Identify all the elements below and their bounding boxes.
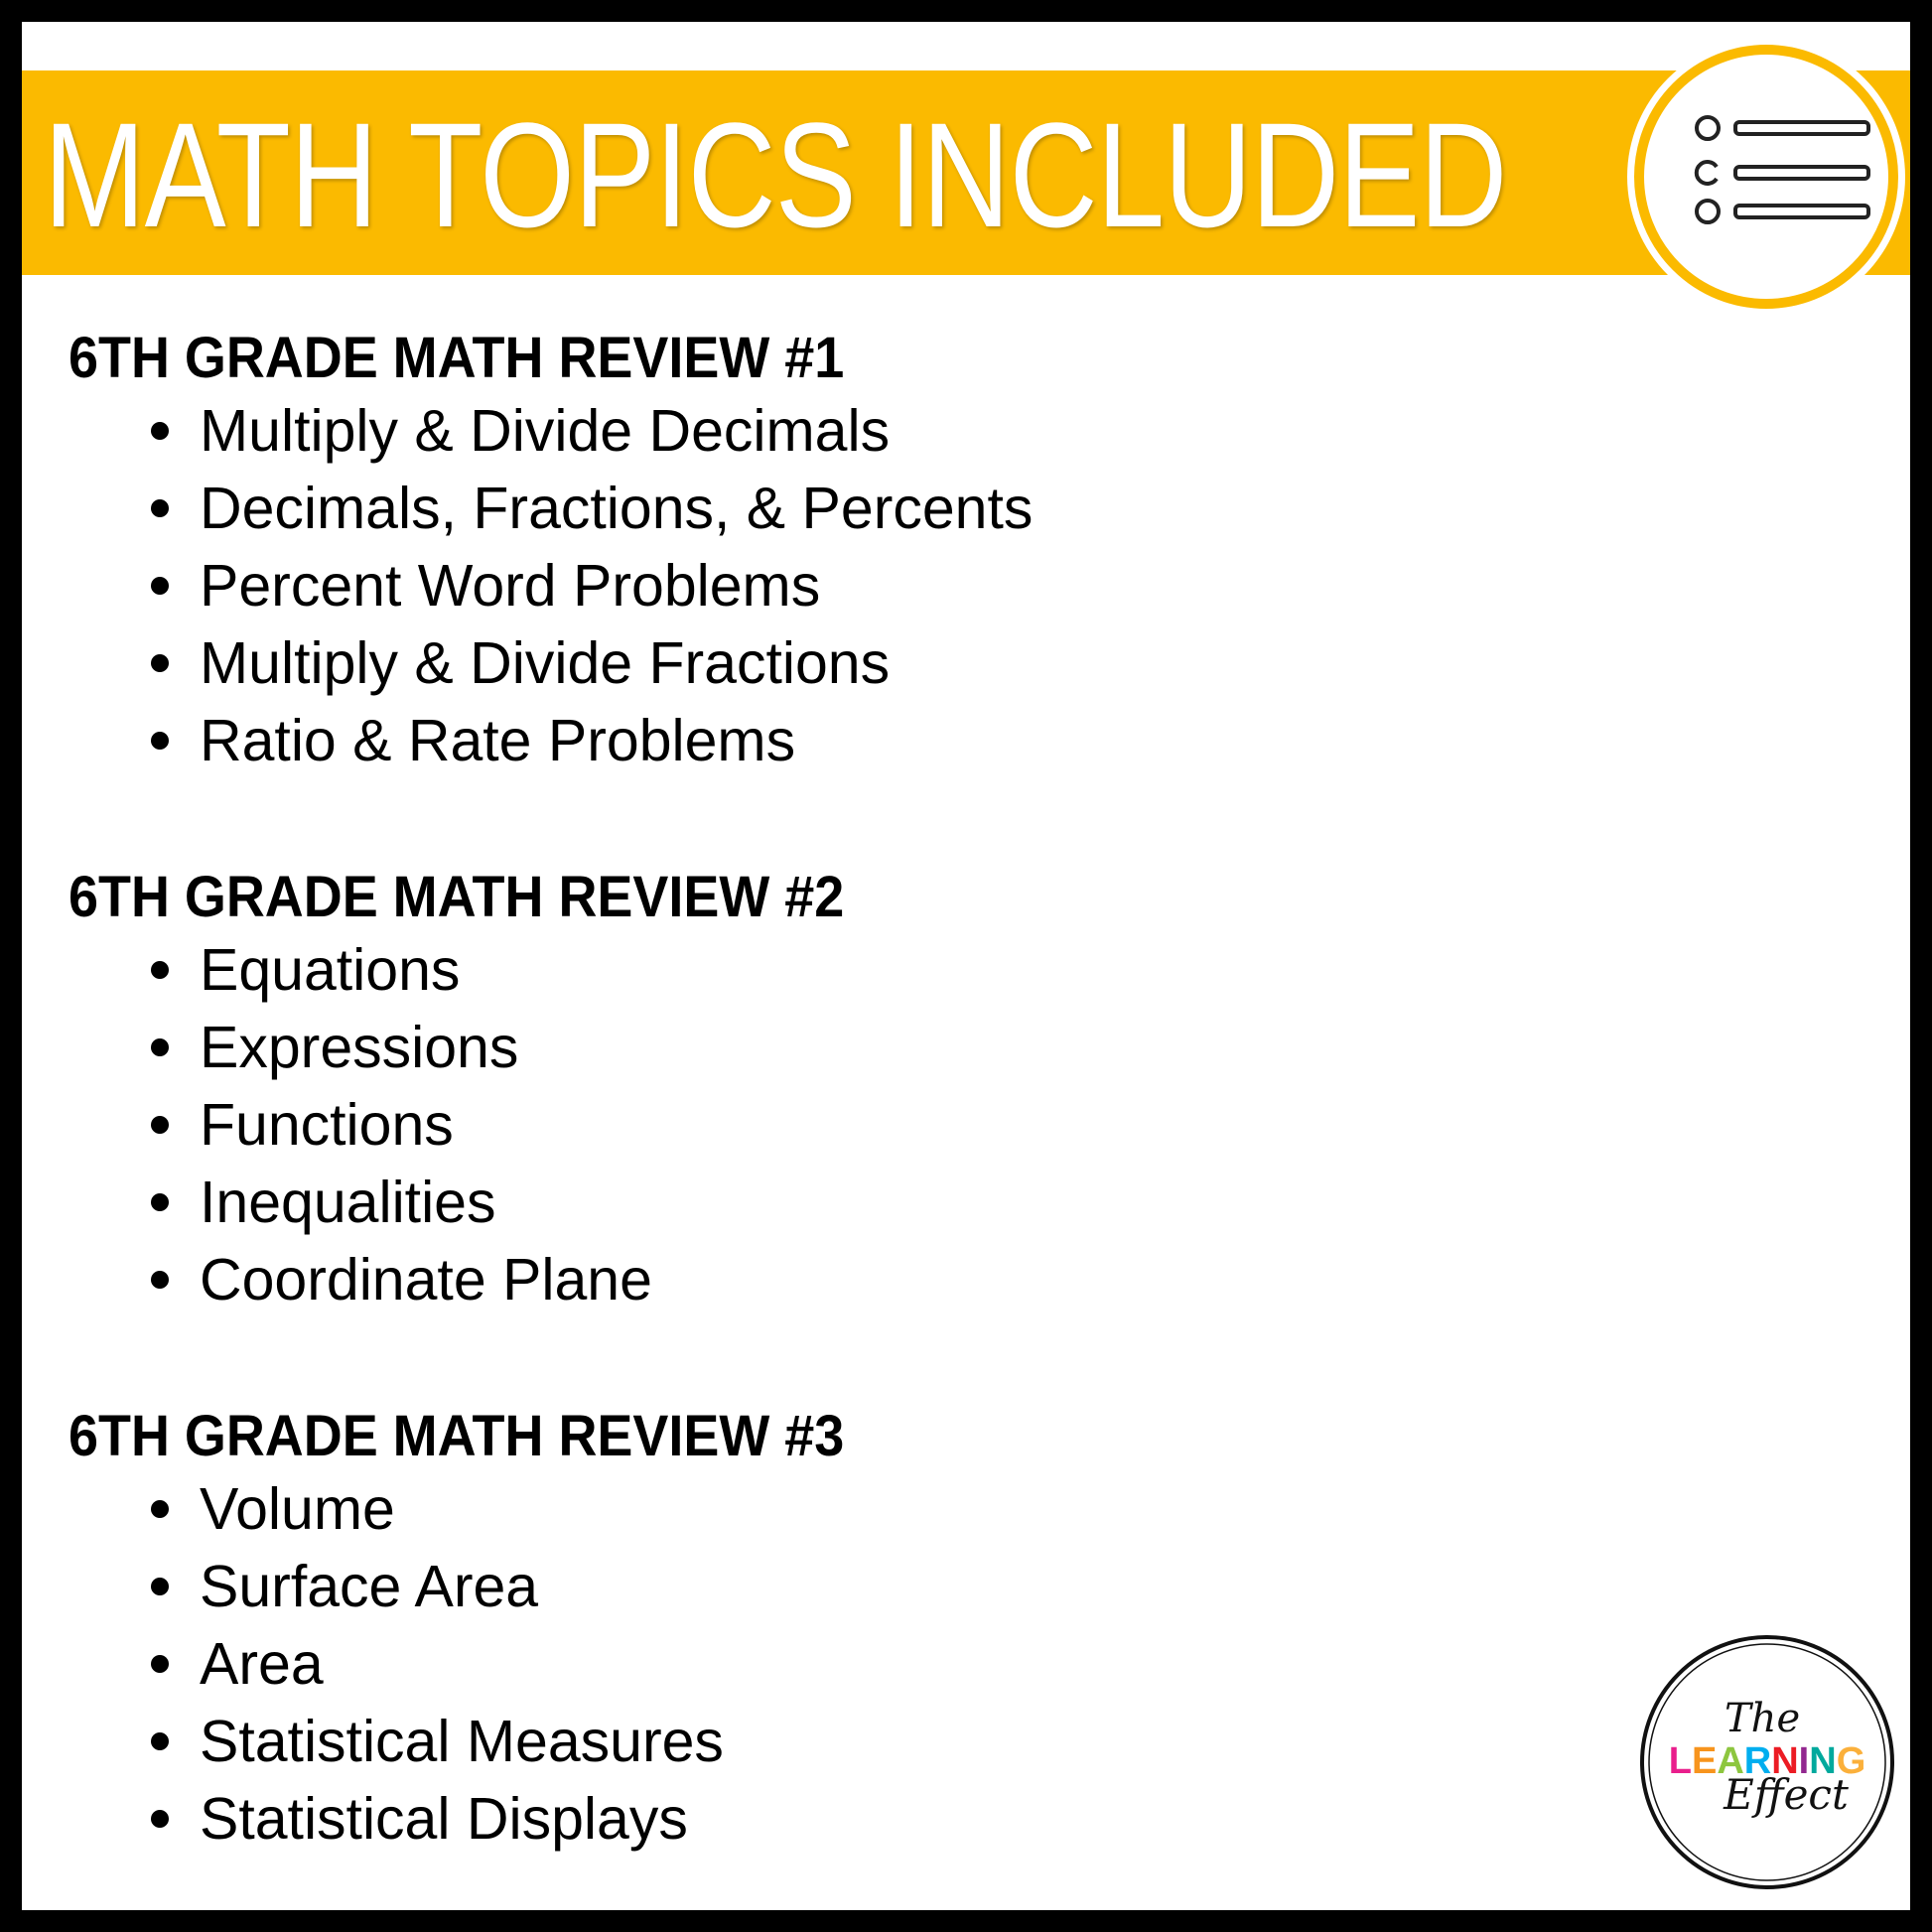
the-learning-effect-logo [1637, 1632, 1897, 1892]
topic-item [69, 1086, 1558, 1164]
topic-item [69, 1164, 1558, 1241]
bullet-icon [151, 1732, 169, 1750]
topic-label: Statistical Measures [200, 1709, 724, 1774]
topic-label: Multiply & Divide Fractions [200, 630, 891, 696]
bullet-icon [151, 961, 169, 979]
bullet-icon [151, 1271, 169, 1289]
topic-list [69, 931, 1558, 1318]
topics-content [69, 325, 1558, 1910]
bullet-icon [151, 1193, 169, 1211]
topic-label: Multiply & Divide Decimals [200, 398, 891, 464]
topic-label: Decimals, Fractions, & Percents [200, 476, 1034, 541]
page-title: MATH TOPICS INCLUDED [44, 91, 1507, 258]
brand-line3: Effect [1724, 1770, 1849, 1819]
topic-label: Surface Area [200, 1554, 539, 1619]
topic-label: Inequalities [200, 1170, 496, 1235]
bullet-icon [151, 422, 169, 440]
bullet-icon [151, 1038, 169, 1056]
topic-item [69, 1780, 1558, 1858]
topic-item [69, 1703, 1558, 1780]
topic-item [69, 624, 1558, 702]
topic-item [69, 1625, 1558, 1703]
bullet-icon [151, 1578, 169, 1595]
topic-item [69, 1009, 1558, 1086]
topic-label: Functions [200, 1092, 454, 1158]
topic-label: Statistical Displays [200, 1786, 688, 1852]
topic-label: Equations [200, 937, 461, 1003]
topic-item [69, 1241, 1558, 1318]
topic-item [69, 547, 1558, 624]
bullet-icon [151, 732, 169, 750]
bullet-icon [151, 1500, 169, 1518]
page-frame [22, 22, 1910, 1910]
topic-item [69, 470, 1558, 547]
topic-label: Coordinate Plane [200, 1247, 652, 1312]
brand-line1: The [1725, 1696, 1801, 1741]
bullet-icon [151, 654, 169, 672]
topic-label: Volume [200, 1476, 395, 1542]
topic-list [69, 392, 1558, 779]
topic-list [69, 1470, 1558, 1858]
brand-logo [1637, 1632, 1897, 1892]
review-section-2 [69, 864, 1558, 1318]
bullet-icon [151, 1655, 169, 1673]
section-heading: 6TH GRADE MATH REVIEW #3 [69, 1404, 845, 1468]
topic-item [69, 1548, 1558, 1625]
checklist-icon-badge [1627, 38, 1905, 316]
section-heading: 6TH GRADE MATH REVIEW #2 [69, 865, 845, 929]
topic-label: Percent Word Problems [200, 553, 821, 619]
topic-item [69, 702, 1558, 779]
topic-item [69, 1470, 1558, 1548]
review-section-1 [69, 325, 1558, 779]
bullet-icon [151, 577, 169, 595]
checklist-icon [1627, 38, 1905, 316]
brand-wordmark: LEARNING [1668, 1740, 1866, 1782]
bullet-icon [151, 1810, 169, 1828]
topic-label: Area [200, 1631, 324, 1697]
bullet-icon [151, 1116, 169, 1134]
review-section-3 [69, 1403, 1558, 1858]
section-heading: 6TH GRADE MATH REVIEW #1 [69, 326, 845, 390]
topic-item [69, 392, 1558, 470]
bullet-icon [151, 499, 169, 517]
topic-label: Expressions [200, 1015, 519, 1080]
topic-item [69, 931, 1558, 1009]
topic-label: Ratio & Rate Problems [200, 708, 796, 773]
